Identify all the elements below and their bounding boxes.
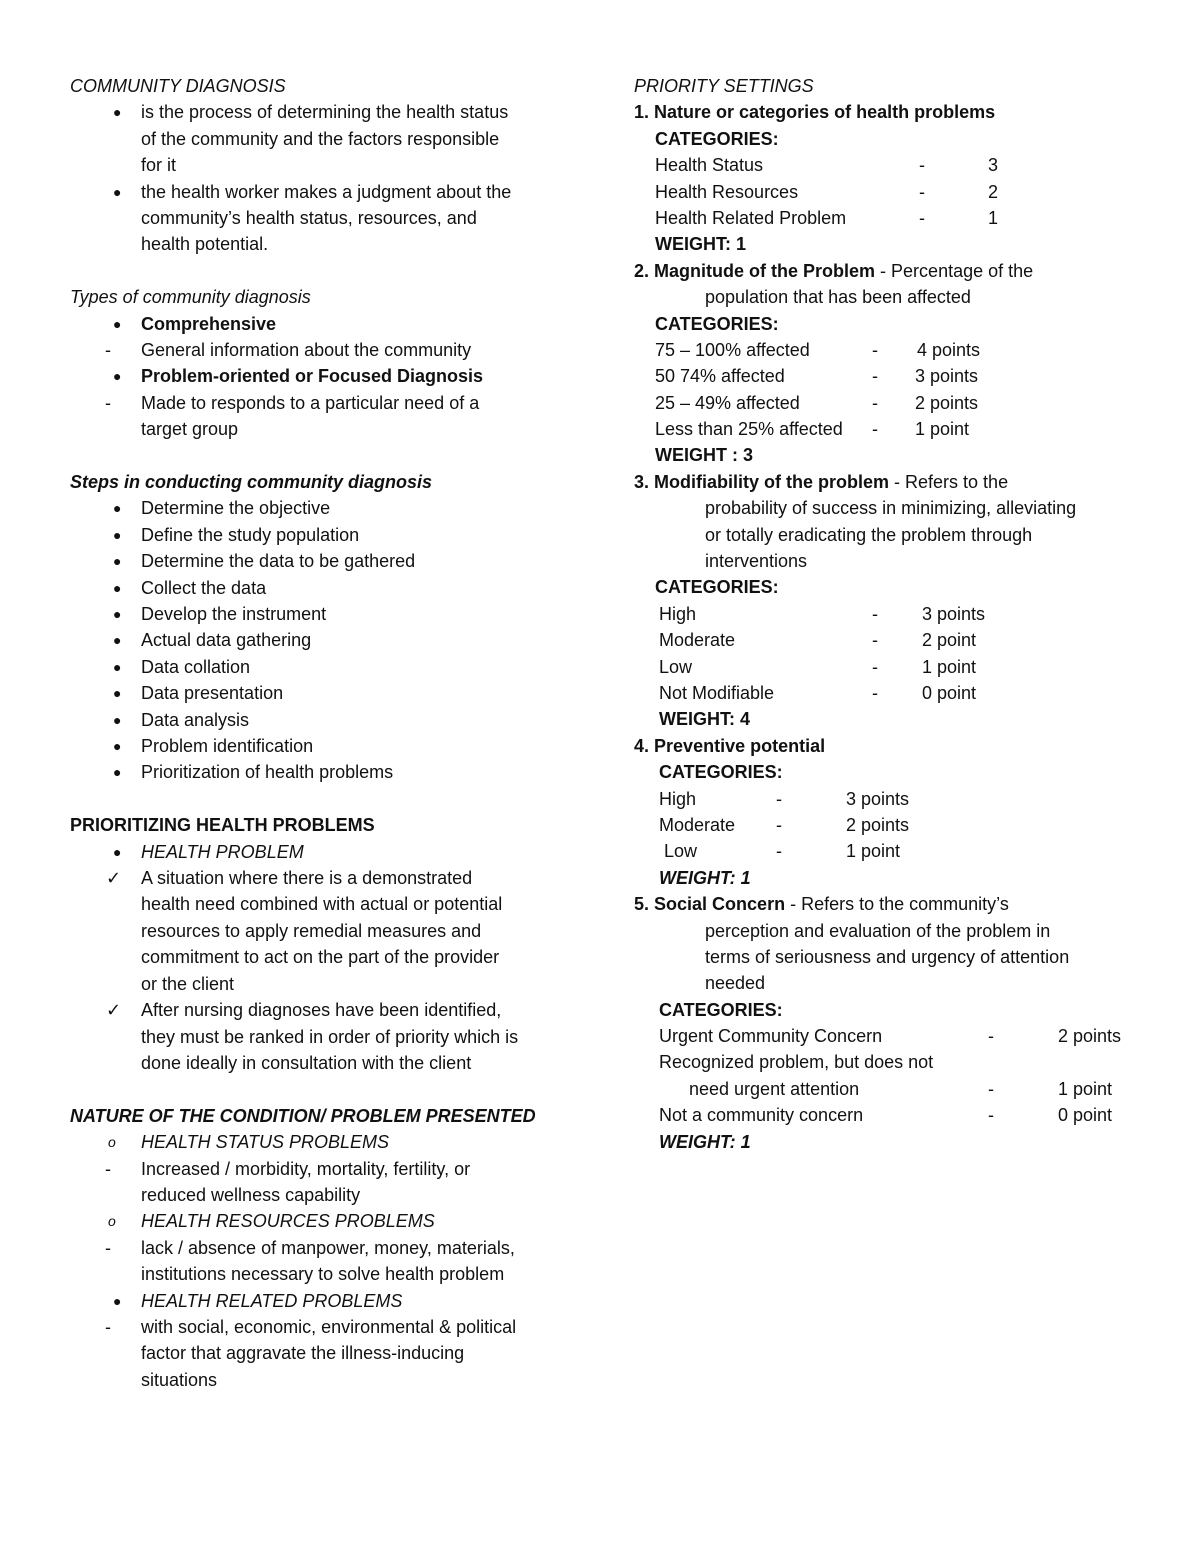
bullet-icon: ● [113, 183, 122, 200]
table-row: Health Related Problem - 1 [655, 207, 999, 228]
list-item: ● Define the study population [70, 522, 570, 548]
criterion-3-desc: or totally eradicating the problem through [705, 524, 1033, 545]
criterion-1-heading: 1. Nature or categories of health problems [634, 102, 996, 123]
table-row: Not Modifiable - 0 point [659, 682, 977, 703]
table-row: Recognized problem, but does not [659, 1052, 934, 1073]
list-item: - lack / absence of manpower, money, materials, institutions necessary to solve health problem [70, 1235, 570, 1288]
circle-bullet-icon: o [108, 1213, 116, 1230]
list-item: ● Problem-oriented or Focused Diagnosis [70, 363, 570, 389]
categories-label: CATEGORIES: [655, 128, 779, 149]
dash-icon: - [105, 392, 111, 413]
list-item: ● the health worker makes a judgment about the community’s health status, resources, and health potential. [70, 179, 570, 258]
criterion-4-heading: 4. Preventive potential [634, 735, 826, 756]
bullet-icon: ● [113, 104, 122, 121]
bullet-icon: ● [113, 843, 122, 860]
checkmark-icon: ✓ [106, 1000, 122, 1021]
list-item: ● Actual data gathering [70, 627, 570, 653]
table-row: Low - 1 point [664, 841, 901, 862]
bullet-icon: ● [113, 579, 122, 596]
list-item: o HEALTH RESOURCES PROBLEMS [70, 1208, 570, 1234]
criterion-3-desc: probability of success in minimizing, alleviating [705, 498, 1077, 519]
criterion-5-desc: terms of seriousness and urgency of attention [705, 946, 1070, 967]
criterion-2-heading: 2. Magnitude of the Problem - Percentage of the [634, 260, 1034, 281]
priority-settings-title: PRIORITY SETTINGS [634, 76, 814, 96]
criterion-5-desc: perception and evaluation of the problem in [705, 920, 1051, 941]
checkmark-icon: ✓ [106, 868, 122, 889]
list-item: ● HEALTH PROBLEM [70, 839, 570, 865]
bullet-icon: ● [113, 658, 122, 675]
bullet-icon: ● [113, 368, 122, 385]
list-item: ✓ After nursing diagnoses have been identified, they must be ranked in order of priority which is done ideally in consultation with the client [70, 997, 570, 1076]
bullet-icon: ● [113, 738, 122, 755]
weight-label: WEIGHT: 1 [655, 234, 747, 255]
weight-label: WEIGHT: 1 [659, 867, 751, 888]
bullet-icon: ● [113, 526, 122, 543]
weight-label: WEIGHT : 3 [655, 445, 753, 466]
list-item: - Increased / morbidity, mortality, fertility, or reduced wellness capability [70, 1156, 570, 1209]
table-row: 75 – 100% affected - 4 points [655, 339, 981, 360]
types-title: Types of community diagnosis [70, 287, 311, 308]
table-row: High - 3 points [659, 788, 910, 809]
categories-label: CATEGORIES: [659, 999, 783, 1020]
nature-title: NATURE OF THE CONDITION/ PROBLEM PRESENTED [70, 1105, 536, 1126]
criterion-5-heading: 5. Social Concern - Refers to the community’s [634, 894, 1009, 915]
criterion-3-heading: 3. Modifiability of the problem - Refers to the [634, 471, 1009, 492]
prioritizing-title: PRIORITIZING HEALTH PROBLEMS [70, 815, 375, 836]
criterion-2-desc: population that has been affected [705, 287, 971, 308]
list-item: ● Develop the instrument [70, 601, 570, 627]
list-item: ✓ A situation where there is a demonstrated health need combined with actual or potential resources to apply remedial measures and commitment to act on the part of the provider or the client [70, 865, 570, 997]
weight-label: WEIGHT: 4 [659, 709, 751, 730]
list-item: ● Data analysis [70, 707, 570, 733]
bullet-icon: ● [113, 500, 122, 517]
list-item: ● Problem identification [70, 733, 570, 759]
list-item: - Made to responds to a particular need of a target group [70, 390, 570, 443]
dash-icon: - [105, 1237, 111, 1258]
table-row: Not a community concern - 0 point [659, 1105, 1113, 1126]
list-item: ● Collect the data [70, 575, 570, 601]
table-row: Health Status - 3 [655, 155, 999, 176]
dash-icon: - [105, 1158, 111, 1179]
list-item: ● Prioritization of health problems [70, 759, 570, 785]
bullet-icon: ● [113, 632, 122, 649]
criterion-5-desc: needed [705, 973, 766, 994]
bullet-icon: ● [113, 711, 122, 728]
table-row: Moderate - 2 point [659, 630, 977, 651]
list-item: ● Determine the objective [70, 495, 570, 521]
right-column [634, 73, 1154, 1155]
criterion-3-desc: interventions [705, 551, 808, 572]
circle-bullet-icon: o [108, 1134, 116, 1151]
bullet-icon: ● [113, 1292, 122, 1309]
list-item: ● Data presentation [70, 680, 570, 706]
table-row: Health Resources - 2 [655, 181, 999, 202]
categories-label: CATEGORIES: [659, 762, 783, 783]
weight-label: WEIGHT: 1 [659, 1131, 751, 1152]
list-item: ● Data collation [70, 654, 570, 680]
table-row: 25 – 49% affected - 2 points [655, 392, 979, 413]
table-row: need urgent attention - 1 point [689, 1078, 1113, 1099]
list-item: - General information about the community [70, 337, 570, 363]
list-item: ● Comprehensive [70, 311, 570, 337]
categories-label: CATEGORIES: [655, 577, 779, 598]
bullet-icon: ● [113, 764, 122, 781]
table-row: 50 74% affected - 3 points [655, 366, 979, 387]
list-item: ● Determine the data to be gathered [70, 548, 570, 574]
list-item: ● is the process of determining the health status of the community and the factors responsible for it [70, 99, 570, 178]
list-item: ● HEALTH RELATED PROBLEMS [70, 1288, 570, 1314]
list-item: o HEALTH STATUS PROBLEMS [70, 1129, 570, 1155]
bullet-icon: ● [113, 553, 122, 570]
bullet-icon: ● [113, 315, 122, 332]
dash-icon: - [105, 340, 111, 361]
table-row: Less than 25% affected - 1 point [655, 419, 970, 440]
table-row: High - 3 points [659, 603, 986, 624]
steps-title: Steps in conducting community diagnosis [70, 472, 433, 493]
list-item: - with social, economic, environmental & political factor that aggravate the illness-inducing situations [70, 1314, 570, 1393]
left-column [70, 73, 570, 1393]
dash-icon: - [105, 1316, 111, 1337]
table-row: Urgent Community Concern - 2 points [659, 1026, 1122, 1047]
table-row: Moderate - 2 points [659, 814, 910, 835]
bullet-icon: ● [113, 685, 122, 702]
bullet-icon: ● [113, 606, 122, 623]
categories-label: CATEGORIES: [655, 313, 779, 334]
community-diagnosis-title: COMMUNITY DIAGNOSIS [70, 76, 286, 96]
table-row: Low - 1 point [659, 656, 977, 677]
